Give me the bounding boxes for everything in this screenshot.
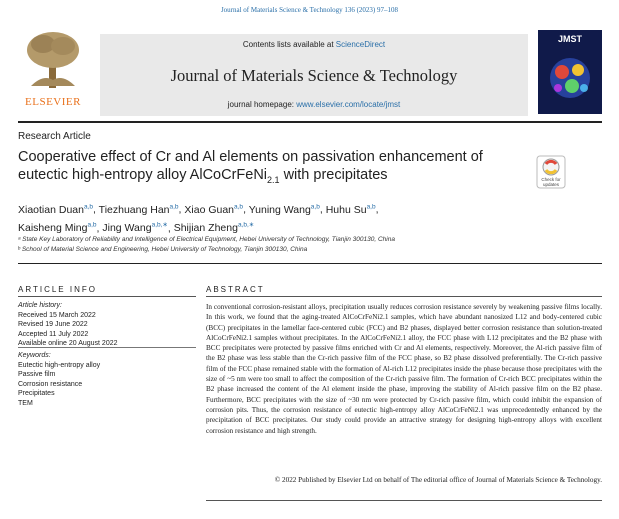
keywords <box>18 351 196 408</box>
history-item: Revised 19 June 2022 <box>18 321 88 328</box>
homepage-prefix: journal homepage: <box>227 100 297 109</box>
author[interactable]: Tiezhuang Han$^{a,b}$ <box>98 203 179 216</box>
abstract-bottom-rule <box>206 500 602 501</box>
elsevier-wordmark: ELSEVIER <box>25 96 81 108</box>
title-end: with precipitates <box>279 167 388 183</box>
journal-cover[interactable] <box>538 30 602 114</box>
article-info-heading: ARTICLE INFO <box>18 285 97 294</box>
abstract-rule <box>206 296 602 297</box>
history-item: Accepted 11 July 2022 <box>18 330 89 338</box>
keyword: Corrosion resistance <box>18 380 83 388</box>
article-type: Research Article <box>18 131 91 142</box>
elsevier-logo <box>18 30 88 112</box>
journal-banner <box>100 34 528 116</box>
homepage-link[interactable]: www.elsevier.com/locate/jmst <box>296 100 401 109</box>
author[interactable]: Xiao Guan$^{a,b}$ <box>184 203 244 216</box>
article-title <box>18 148 518 189</box>
title-main: Cooperative effect of Cr and Al elements on passivation enhancement of eutectic high-entropy alloy AlCoCrFeNi <box>18 149 483 183</box>
journal-reference[interactable]: Journal of Materials Science & Technology 136 (2023) 97–108 <box>220 6 399 14</box>
keyword: Passive film <box>18 371 56 378</box>
contents-line <box>100 40 528 49</box>
header-rule <box>18 121 602 123</box>
keyword: Eutectic high-entropy alloy <box>18 361 101 369</box>
author[interactable]: Yuning Wang$^{a,b}$ <box>248 203 320 216</box>
elsevier-tree-icon <box>23 30 83 90</box>
keywords-rule <box>18 347 196 348</box>
homepage-line <box>100 100 528 109</box>
abstract-text: In conventional corrosion-resistant alloys, precipitation usually reduces corrosion resistance severely by weakening passive films locally. In this work, we found that the aging-treated AlCoCrFeNi2.1 samples, which have abundant nanosized L12 and body-centered cubic (BCC) precipitates in the lamellar face-centered cubic (FCC) and B2 phases, displayed better corrosion resistance than solution-treated AlCoCrFeNi2.1 samples without precipitates. In the AlCoCrFeNi2.1 alloy, the FCC phase with L12 precipitates and the B2 phase with BCC precipitates were protected by passive films enriched with Cr and Al elements, respectively. Moreover, the Al-rich passive film of the B2 phase was less stable than the Cr-rich passive film of the FCC phase, so B2 phase dissolved preferentially. The Cr-rich passive film of the FCC phase remained stable with the formation of Al-rich L12 precipitates inside the phase because those precipitates with the size of ~5 nm were too small to affect the composition of the Cr-rich passive film. The formation of Cr-rich BCC precipitates within the B2 phase increased the content of the Al element inside the phase, improving the stability of Al-rich passive film on the B2 phase. Furthermore, BCC precipitates with the size of ~30 nm were protected by Cr-rich passive film, which could inhibit the expansion of corrosion pits. Thus, the corrosion resistance of eutectic high-entropy alloy AlCoCrFeNi2.1 was unprecedentedly enhanced by the precipitation of BCC precipitates. Our study could provide an attractive strategy for designing high-entropy alloys with excellent corrosion resistance and high strength. <box>206 303 602 435</box>
copyright-notice: © 2022 Published by Elsevier Ltd on behalf of The editorial office of Journal of Materials Science & Technology. <box>274 476 602 484</box>
check-for-updates-button[interactable] <box>536 155 566 189</box>
author[interactable]: Huhu Su$^{a,b}$ <box>325 203 376 216</box>
contents-prefix: Contents lists available at <box>242 40 336 49</box>
author[interactable]: Kaisheng Ming$^{a,b}$ <box>18 221 97 234</box>
title-subscript: 2.1 <box>267 174 280 185</box>
keyword: Precipitates <box>18 390 55 397</box>
author[interactable]: Xiaotian Duan$^{a,b}$ <box>18 203 94 216</box>
history-item: Received 15 March 2022 <box>18 311 96 319</box>
author[interactable]: Shijian Zheng$^{a,b,∗}$ <box>173 221 255 234</box>
check-for-updates-label: Check for updates <box>541 177 561 187</box>
history-label: Article history: <box>18 302 62 309</box>
article-history <box>18 301 196 349</box>
keywords-label: Keywords: <box>18 352 51 359</box>
keyword: TEM <box>18 399 33 407</box>
article-info-rule <box>18 296 196 297</box>
history-item: Available online 20 August 2022 <box>18 340 118 347</box>
cover-art-icon <box>538 30 602 114</box>
abstract-heading: ABSTRACT <box>206 285 265 294</box>
affiliation: ᵇ School of Material Science and Engineering, Hebei University of Technology, Tianjin 300130, China <box>18 246 308 253</box>
author[interactable]: Jing Wang$^{a,b,∗}$ <box>102 221 168 234</box>
cover-title: JMST <box>557 34 582 44</box>
journal-title: Journal of Materials Science & Technology <box>170 66 458 85</box>
author-list: Xiaotian Duan$^{a,b}$, Tiezhuang Han$^{a,b}$, Xiao Guan$^{a,b}$, Yuning Wang$^{a,b}$, Huhu Su$^{a,b}$, Kaisheng Ming$^{a,b}$, Jing Wang$^{a,b,∗}$, Shijian Zheng$^{a,b,∗}$ <box>18 203 379 234</box>
sciencedirect-link[interactable]: ScienceDirect <box>335 40 386 49</box>
affiliation: ᵃ State Key Laboratory of Reliability and Intelligence of Electrical Equipment, Hebei University of Technology, Tianjin 300130, China <box>18 236 395 243</box>
section-rule <box>18 263 602 264</box>
